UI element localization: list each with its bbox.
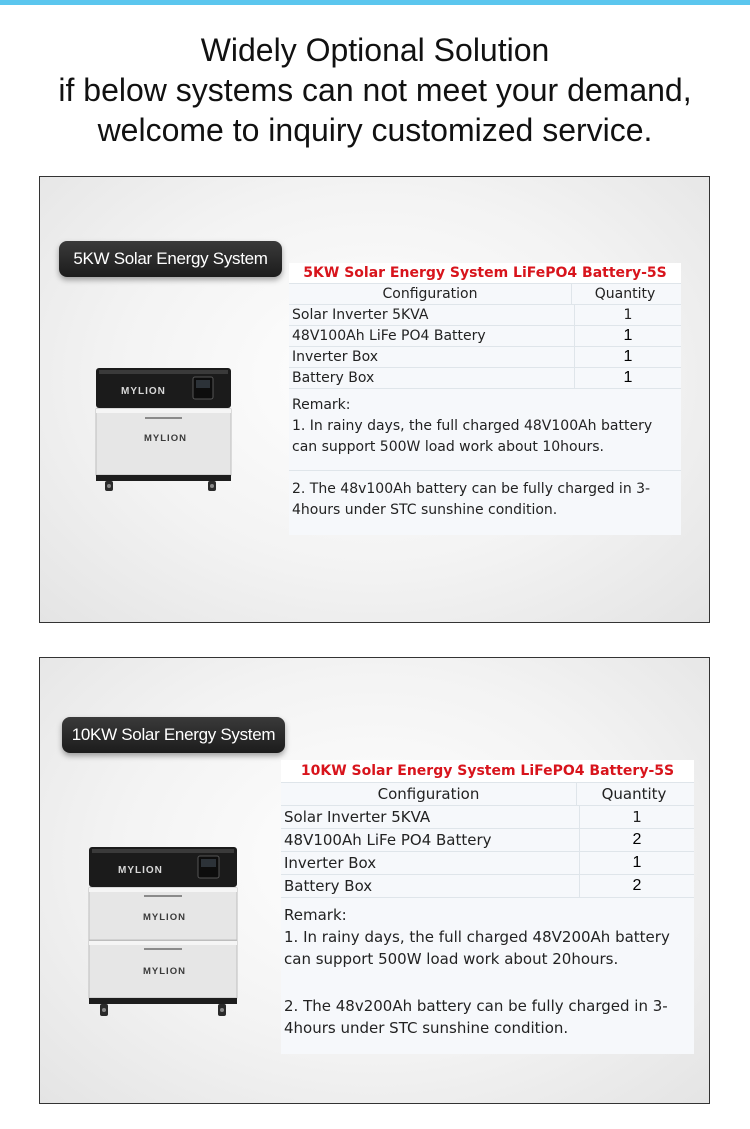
top-accent-bar [0, 0, 750, 5]
config-item: Inverter Box [289, 347, 575, 367]
config-quantity: 1 [632, 854, 642, 871]
config-quantity: 1 [623, 348, 633, 365]
page-headline [0, 30, 750, 150]
spec-header-row [289, 283, 681, 304]
column-header-quantity: Quantity [594, 286, 656, 302]
spec-table [289, 263, 681, 535]
config-quantity: 2 [632, 831, 642, 848]
column-header-configuration: Configuration [289, 284, 572, 304]
config-quantity: 1 [623, 369, 633, 386]
brand-logo-front-1: MYLION [143, 912, 186, 923]
remark-text-2: 2. The 48v100Ah battery can be fully charged in 3-4hours under STC sunshine condition. [292, 481, 651, 518]
system-badge: 10KW Solar Energy System [62, 717, 285, 753]
column-header-configuration: Configuration [281, 783, 577, 805]
spec-table [281, 760, 694, 1054]
remark-label: Remark: [284, 906, 347, 924]
system-badge: 5KW Solar Energy System [59, 241, 282, 277]
config-item: Solar Inverter 5KVA [289, 305, 575, 325]
table-row [289, 367, 681, 388]
battery-product-image [95, 367, 232, 491]
table-row [289, 304, 681, 325]
table-row [281, 828, 694, 851]
remark-text-2: 2. The 48v200Ah battery can be fully charged in 3-4hours under STC sunshine condition. [284, 997, 668, 1037]
brand-logo-front-2: MYLION [143, 966, 186, 977]
spec-header-row [281, 782, 694, 805]
table-row [281, 874, 694, 897]
config-item: Battery Box [281, 875, 580, 897]
system-panel-10kw [39, 657, 710, 1104]
remark-section [281, 897, 694, 1043]
remark-divider [289, 470, 681, 471]
table-row [289, 346, 681, 367]
table-row [281, 851, 694, 874]
config-item: Battery Box [289, 368, 575, 388]
column-header-quantity: Quantity [601, 785, 667, 803]
config-item: 48V100Ah LiFe PO4 Battery [289, 326, 575, 346]
spec-title: 5KW Solar Energy System LiFePO4 Battery-5S [289, 263, 681, 283]
config-item: 48V100Ah LiFe PO4 Battery [281, 829, 580, 851]
remark-text-1: 1. In rainy days, the full charged 48V200Ah battery can support 500W load work about 20hours. [284, 928, 670, 968]
config-item: Inverter Box [281, 852, 580, 874]
config-quantity: 1 [632, 808, 642, 826]
remark-spacer [281, 970, 694, 995]
remark-text-1: 1. In rainy days, the full charged 48V100Ah battery can support 500W load work about 10hours. [292, 418, 653, 455]
remark-section [289, 388, 681, 525]
headline-line-1: Widely Optional Solution [200, 32, 550, 68]
headline-line-3: welcome to inquiry customized service. [97, 112, 653, 148]
table-row [289, 325, 681, 346]
config-quantity: 1 [623, 327, 633, 344]
config-quantity: 1 [623, 307, 633, 323]
headline-line-2: if below systems can not meet your demand, [58, 72, 692, 108]
brand-logo-top: MYLION [121, 386, 166, 397]
brand-logo-top: MYLION [118, 865, 163, 876]
spec-title: 10KW Solar Energy System LiFePO4 Battery-5S [281, 760, 694, 782]
config-item: Solar Inverter 5KVA [281, 806, 580, 828]
battery-product-image [88, 846, 238, 1018]
table-row [281, 805, 694, 828]
brand-logo-front: MYLION [144, 433, 187, 444]
config-quantity: 2 [632, 877, 642, 894]
remark-label: Remark: [292, 397, 351, 413]
system-panel-5kw [39, 176, 710, 623]
